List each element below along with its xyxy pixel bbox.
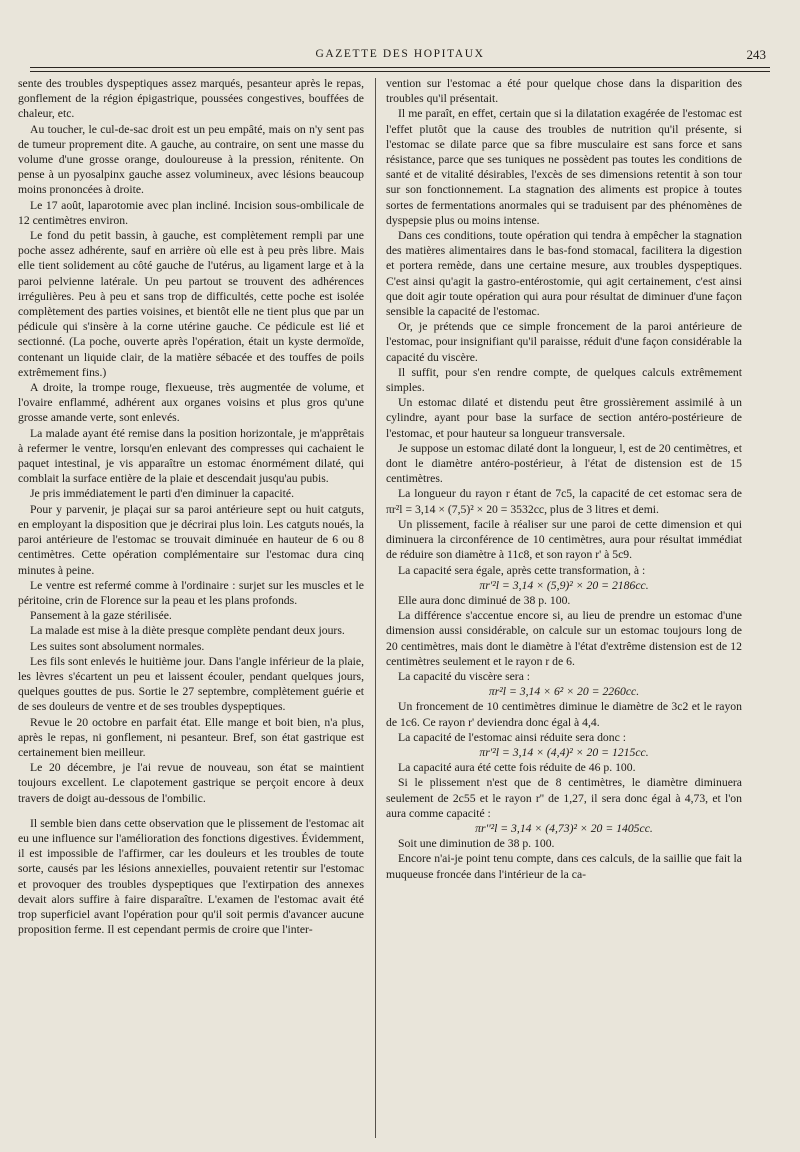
paragraph: La longueur du rayon r étant de 7c5, la capacité de cet estomac sera de πr²l = 3,14 × (7,5)² × 20 = 3532cc, plus de 3 litres et demi.: [386, 487, 742, 516]
paragraph: Le ventre est refermé comme à l'ordinaire : surjet sur les muscles et le péritoine, crin de Florence sur la peau et les plans profonds.: [18, 578, 364, 607]
paragraph: Les fils sont enlevés le huitième jour. Dans l'angle inférieur de la plaie, les lèvres s'écartent un peu et laissent écouler, pendant quelques jours, quelques gouttes de pus. Sortie le 27 septembre, complètement guérie et de ses douleurs de ventre et de ses troubles dyspeptiques.: [18, 654, 364, 714]
paragraph: Il me paraît, en effet, certain que si la dilatation exagérée de l'estomac est l'effet plutôt que la cause des troubles de nutrition qu'il présente, si l'estomac se dilate parce que sa fibre musculaire est sans force et sans résistance, parce que ses tuniques ne possèdent pas toutes les conditions de santé et de vitalité désirables, l'excès de ses dimensions retentit à son tour sur son fonctionnement. La stagnation des aliments est propice à toutes sortes de fermentations anormales qui se traduisent par des phénomènes de dyspepsie plus ou moins intense.: [386, 107, 742, 227]
paragraph: Dans ces conditions, toute opération qui tendra à empêcher la stagnation des matières alimentaires dans le bas-fond stomacal, facilitera la digestion et portera remède, dans une certaine mesure, aux troubles dyspeptiques. C'est ainsi qu'agit la gastro-entérostomie, qui agit certainement, c'est ainsi que doit agir toute opération qui aura pour résultat de diminuer d'une façon sensible la capacité de l'estomac.: [386, 229, 742, 319]
paragraph: Si le plissement n'est que de 8 centimètres, le diamètre diminuera seulement de 2c55 et le rayon r'' de 1,27, il sera donc égal à 4,73, et l'on aura comme capacité :: [386, 776, 742, 820]
paragraph: Les suites sont absolument normales.: [30, 639, 205, 653]
paragraph: La capacité aura été cette fois réduite de 46 p. 100.: [398, 761, 636, 775]
paragraph: Un estomac dilaté et distendu peut être grossièrement assimilé à un cylindre, ayant pour base la surface de section antéro-postérieure de l'estomac, et pour hauteur sa longueur transversale.: [386, 396, 742, 440]
paragraph: A droite, la trompe rouge, flexueuse, très augmentée de volume, et l'ovaire enflammé, adhérent aux organes voisins et plus gros qu'une grosse amande verte, sont enlevés.: [18, 381, 364, 425]
paragraph: La malade est mise à la diète presque complète pendant deux jours.: [30, 624, 345, 638]
formula: πr²l = 3,14 × 6² × 20 = 2260cc.: [488, 685, 640, 699]
formula: πr''²l = 3,14 × (4,73)² × 20 = 1405cc.: [475, 821, 653, 835]
paragraph: Il semble bien dans cette observation que le plissement de l'estomac ait eu une influence sur l'amélioration des fonctions digestives. Évidemment, il est impossible de l'affirmer, car les douleurs et les troubles de toute sorte, causés par les lésions annexielles, pouvaient retentir sur l'estomac et provoquer des troubles dyspeptiques que l'extirpation des annexes devait alors suffire à faire disparaître. L'examen de l'estomac avait été trop superficiel avant l'opération pour qu'il soit permis d'avancer aucune proposition ferme. Il est cependant permis de croire que l'inter-: [18, 816, 364, 937]
right-column: [386, 76, 742, 1136]
paragraph: Le fond du petit bassin, à gauche, est complètement rempli par une poche assez adhérente, sauf en arrière où elle est à peu près libre. Mais elle tient solidement au côté gauche de l'utérus, au ligament large et à la paroi pelvienne latérale. Un peu partout se trouvent des adhérences irrégulières. Peu à peu et sans trop de difficultés, cette poche est isolée complètement des parties voisines, et bientôt elle ne tient plus que par un pédicule qui s'insère à la corne utérine gauche. Ce pédicule est lié et sectionné. (La poche, ouverte après l'opération, était un kyste dermoïde, contenant un liquide clair, de la matière sébacée et des touffes de poils extrêmement fins.): [18, 229, 364, 379]
page-number: 243: [746, 47, 766, 62]
paragraph: La capacité sera égale, après cette transformation, à :: [398, 563, 646, 577]
paragraph: Pour y parvenir, je plaçai sur sa paroi antérieure sept ou huit catguts, en employant la disposition que je décrirai plus loin. Les catguts noués, la paroi antérieure de l'estomac se trouvait diminuée en hauteur de 6 ou 8 centimètres. Cette opération complémentaire sur l'estomac dura cinq minutes à peine.: [18, 502, 364, 577]
paragraph: La capacité du viscère sera :: [398, 669, 531, 683]
paragraph: vention sur l'estomac a été pour quelque chose dans la disparition des troubles qu'il présentait.: [386, 77, 742, 106]
paragraph: Soit une diminution de 38 p. 100.: [398, 837, 555, 851]
header-rule-thick: [30, 67, 770, 68]
paragraph: Au toucher, le cul-de-sac droit est un peu empâté, mais on n'y sent pas de tumeur proprement dite. A gauche, au contraire, on sent une masse du volume d'une grosse orange, douloureuse à la pression, rénitente. On pense à un pyosalpinx gauche assez volumineux, avec lésions beaucoup moins prononcées à droite.: [18, 122, 364, 197]
paragraph: Or, je prétends que ce simple froncement de la paroi antérieure de l'estomac, pour insignifiant qu'il paraisse, réduit d'une façon considérable la capacité du viscère.: [386, 320, 742, 364]
paragraph: La différence s'accentue encore si, au lieu de prendre un estomac d'une dimension aussi considérable, on calcule sur un estomac toujours long de 20 centimètres, mais dont le diamètre à l'état d'extrême distension est de 12 centimètres seulement et le rayon r de 6.: [386, 609, 742, 668]
paragraph: Un plissement, facile à réaliser sur une paroi de cette dimension et qui diminuera la circonférence de 10 centimètres, aura pour résultat immédiat de réduire son diamètre à 11c8, et son rayon r' à 5c9.: [386, 517, 742, 562]
paragraph: Revue le 20 octobre en parfait état. Elle mange et boit bien, n'a plus, après le repas, ni gonflement, ni pesanteur. Bref, son état gastrique est certainement bien meilleur.: [18, 715, 364, 759]
paragraph: Je pris immédiatement le parti d'en diminuer la capacité.: [30, 487, 295, 501]
paragraph: La capacité de l'estomac ainsi réduite sera donc :: [398, 730, 626, 744]
formula: πr'²l = 3,14 × (5,9)² × 20 = 2186cc.: [479, 578, 649, 592]
paragraph: Un froncement de 10 centimètres diminue le diamètre de 3c2 et le rayon de 1c6. Ce rayon r' deviendra donc égal à 4,4.: [386, 700, 742, 729]
header-rule-thin: [30, 71, 770, 72]
paragraph: Il suffit, pour s'en rendre compte, de quelques calculs extrêmement simples.: [386, 365, 742, 395]
paragraph: Elle aura donc diminué de 38 p. 100.: [398, 593, 571, 607]
paragraph: Pansement à la gaze stérilisée.: [30, 609, 172, 623]
paragraph: Le 20 décembre, je l'ai revue de nouveau, son état se maintient toujours excellent. Le clapotement gastrique se perçoit encore à deux travers de doigt au-dessous de l'ombilic.: [18, 761, 364, 805]
paragraph: sente des troubles dyspeptiques assez marqués, pesanteur après le repas, gonflement de la région épigastrique, poussées congestives, bouffées de chaleur, etc.: [18, 77, 364, 121]
paragraph: La malade ayant été remise dans la position horizontale, je m'apprêtais à refermer le ventre, lorsqu'en enlevant des compresses qui cachaient le paquet intestinal, je vis apparaître un estomac énormément dilaté, qui comblait la surface entière de la plaie et descendait jusqu'au pubis.: [18, 426, 364, 486]
journal-title: GAZETTE DES HOPITAUX: [315, 48, 485, 60]
column-divider: [375, 78, 376, 1138]
left-column: [18, 76, 364, 1136]
formula: πr'²l = 3,14 × (4,4)² × 20 = 1215cc.: [479, 745, 649, 759]
paragraph: Encore n'ai-je point tenu compte, dans ces calculs, de la saillie que fait la muqueuse froncée dans l'intérieur de la ca-: [386, 852, 742, 881]
page-header: [28, 44, 772, 66]
paragraph: Le 17 août, laparotomie avec plan incliné. Incision sous-ombilicale de 12 centimètres environ.: [18, 198, 364, 227]
paragraph: Je suppose un estomac dilaté dont la longueur, l, est de 20 centimètres, et dont le diamètre antéro-postérieur, à l'état de distension est de 15 centimètres.: [386, 441, 742, 486]
